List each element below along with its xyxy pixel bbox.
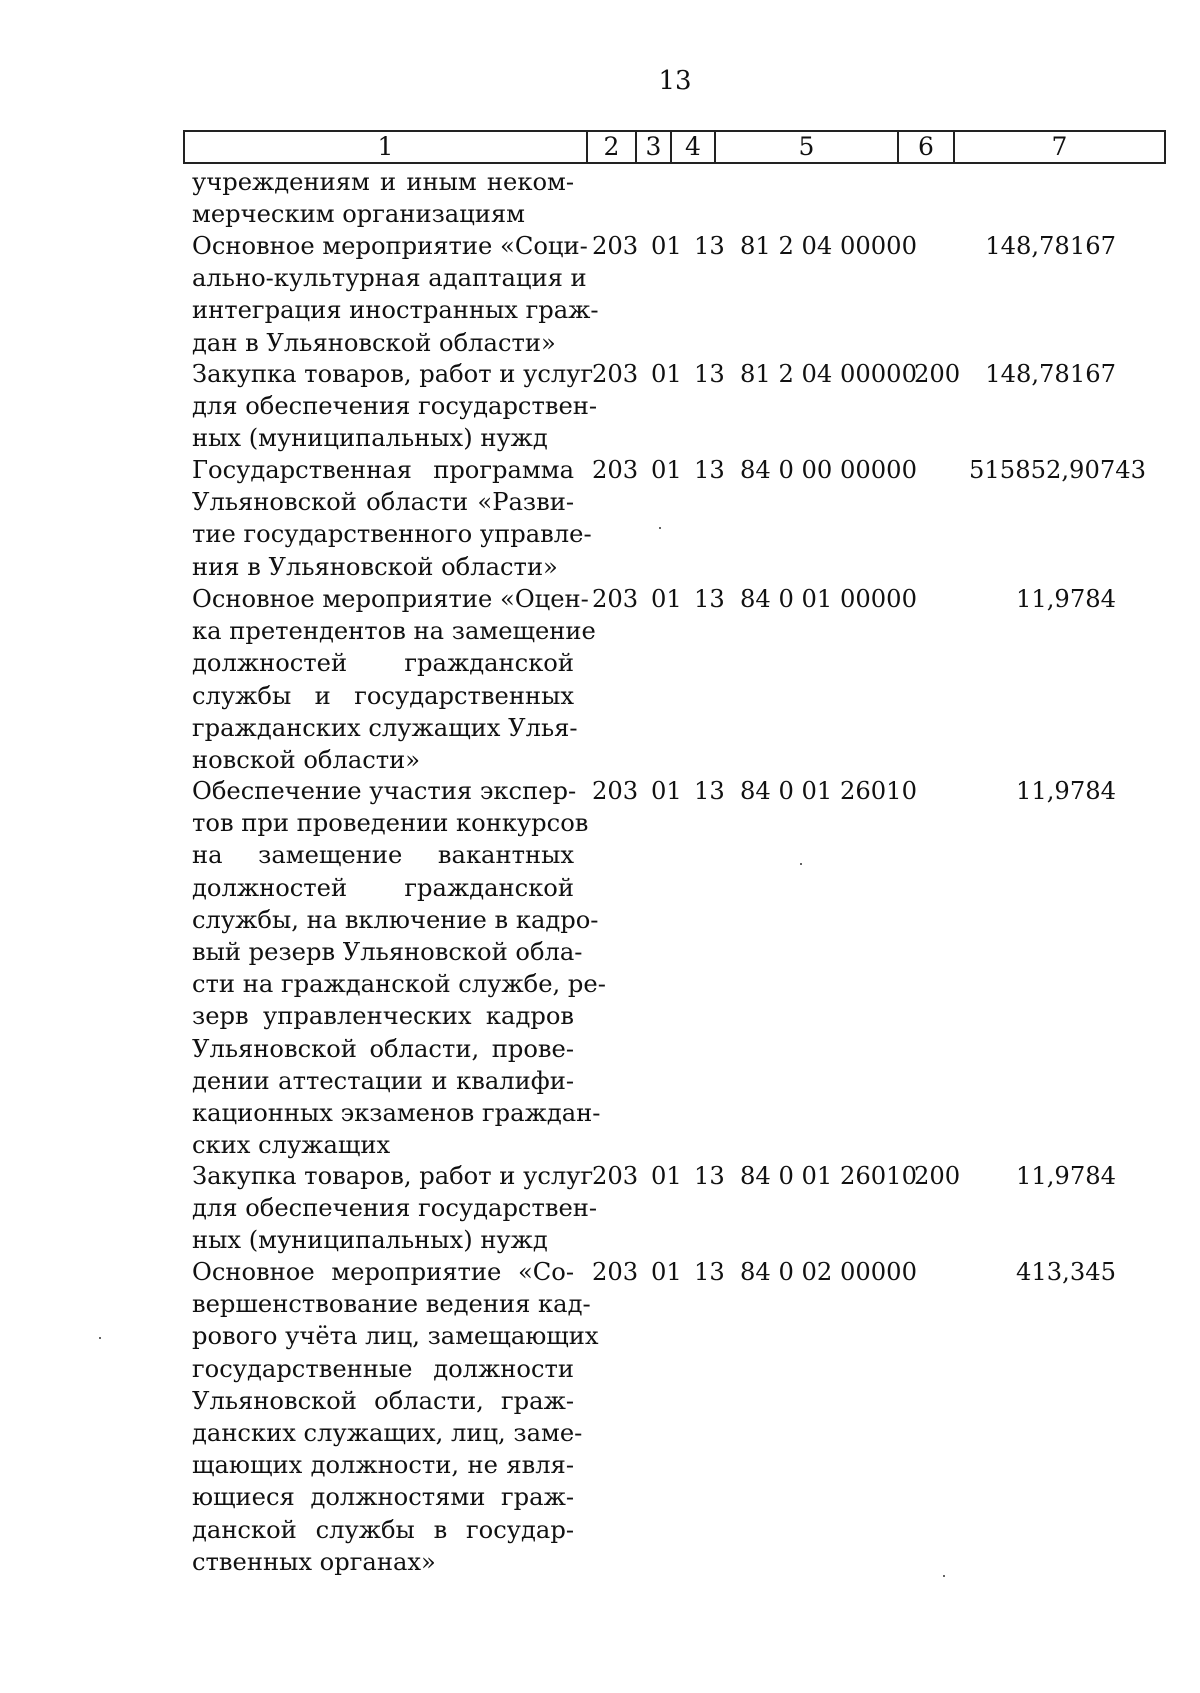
cs-code: 84 0 01 26010 xyxy=(740,1162,917,1190)
row-description xyxy=(192,583,596,776)
scan-speck xyxy=(659,527,661,529)
rz-code: 01 xyxy=(651,456,682,484)
description-line: мерческим организациям xyxy=(192,200,525,229)
description-line: новской области» xyxy=(192,746,421,775)
sum-value: 515852,90743 xyxy=(969,456,1146,484)
page-number: 13 xyxy=(658,66,692,96)
description-line: Ульяновской области, граж- xyxy=(192,1386,574,1415)
description-line: Государственная программа xyxy=(192,456,574,484)
description-line: учреждениям и иным неком- xyxy=(192,168,574,196)
description-line: кационных экзаменов граждан- xyxy=(192,1099,601,1128)
sum-value: 148,78167 xyxy=(985,360,1116,388)
rz-code: 01 xyxy=(651,360,682,388)
header-col-6: 6 xyxy=(899,132,955,162)
description-line: сти на гражданской службе, ре- xyxy=(192,970,606,999)
header-col-7: 7 xyxy=(1051,132,1068,161)
description-line: службы, на включение в кадро- xyxy=(192,905,599,934)
header-col-2: 2 xyxy=(588,132,637,162)
sum-value: 413,345 xyxy=(1015,1258,1116,1286)
header-col-3: 3 xyxy=(637,132,672,162)
description-line: данской службы в государ- xyxy=(192,1515,574,1544)
description-line: рового учёта лиц, замещающих xyxy=(192,1322,599,1351)
scan-speck xyxy=(943,1575,945,1577)
description-line: тов при проведении конкурсов xyxy=(192,809,589,838)
gr-code: 203 xyxy=(592,232,639,260)
description-line: Закупка товаров, работ и услуг xyxy=(192,360,594,388)
pr-code: 13 xyxy=(694,1258,725,1286)
description-line: щающих должности, не явля- xyxy=(192,1451,574,1480)
description-line: Ульяновской области, прове- xyxy=(192,1034,574,1063)
row-description xyxy=(192,1256,599,1578)
sum-value: 11,9784 xyxy=(1015,777,1116,805)
description-line: на замещение вакантных xyxy=(192,841,574,870)
description-line: ных (муниципальных) нужд xyxy=(192,1226,548,1255)
sum-value: 148,78167 xyxy=(985,232,1116,260)
gr-code: 203 xyxy=(592,360,639,388)
description-line: данских служащих, лиц, заме- xyxy=(192,1419,583,1448)
description-line: вый резерв Ульяновской обла- xyxy=(192,938,583,967)
rz-code: 01 xyxy=(651,1162,682,1190)
description-line: Закупка товаров, работ и услуг xyxy=(192,1162,594,1190)
header-col-5: 5 xyxy=(716,132,899,162)
cs-code: 84 0 01 00000 xyxy=(740,585,917,613)
row-description xyxy=(192,775,606,1161)
description-line: Обеспечение участия экспер- xyxy=(192,777,577,805)
description-line: дан в Ульяновской области» xyxy=(192,328,556,357)
table-header xyxy=(183,130,1166,164)
header-col-4: 4 xyxy=(672,132,716,162)
description-line: вершенствование ведения кад- xyxy=(192,1290,591,1319)
cs-code: 81 2 04 00000 xyxy=(740,360,917,388)
gr-code: 203 xyxy=(592,456,639,484)
gr-code: 203 xyxy=(592,1162,639,1190)
pr-code: 13 xyxy=(694,1162,725,1190)
row-description xyxy=(192,358,598,455)
description-line: должностей гражданской xyxy=(192,649,574,678)
pr-code: 13 xyxy=(694,360,725,388)
header-col-1: 1 xyxy=(185,132,588,162)
sum-value: 11,9784 xyxy=(1015,1162,1116,1190)
description-line: ка претендентов на замещение xyxy=(192,617,596,646)
sum-value: 11,9784 xyxy=(1015,585,1116,613)
pr-code: 13 xyxy=(694,585,725,613)
description-line: для обеспечения государствен- xyxy=(192,392,598,421)
description-line: ющиеся должностями граж- xyxy=(192,1483,574,1512)
gr-code: 203 xyxy=(592,777,639,805)
pr-code: 13 xyxy=(694,456,725,484)
gr-code: 203 xyxy=(592,1258,639,1286)
description-line: гражданских служащих Улья- xyxy=(192,713,578,742)
description-line: службы и государственных xyxy=(192,681,574,710)
description-line: Основное мероприятие «Оцен- xyxy=(192,585,589,613)
description-line: ния в Ульяновской области» xyxy=(192,552,558,581)
description-line: Основное мероприятие «Соци- xyxy=(192,232,588,260)
description-line: ских служащих xyxy=(192,1131,391,1160)
pr-code: 13 xyxy=(694,777,725,805)
description-line: Основное мероприятие «Со- xyxy=(192,1258,574,1286)
description-line: ально-культурная адаптация и xyxy=(192,264,587,293)
description-line: дении аттестации и квалифи- xyxy=(192,1066,574,1095)
description-line: для обеспечения государствен- xyxy=(192,1194,598,1223)
pr-code: 13 xyxy=(694,232,725,260)
description-line: ных (муниципальных) нужд xyxy=(192,424,548,453)
description-line: интеграция иностранных граж- xyxy=(192,296,599,325)
vr-code: 200 xyxy=(914,360,961,388)
gr-code: 203 xyxy=(592,585,639,613)
description-line: государственные должности xyxy=(192,1354,574,1383)
cs-code: 84 0 00 00000 xyxy=(740,456,917,484)
cs-code: 81 2 04 00000 xyxy=(740,232,917,260)
cs-code: 84 0 02 00000 xyxy=(740,1258,917,1286)
cs-code: 84 0 01 26010 xyxy=(740,777,917,805)
row-description xyxy=(192,1160,598,1257)
vr-code: 200 xyxy=(914,1162,961,1190)
description-line: ственных органах» xyxy=(192,1547,436,1576)
description-line: должностей гражданской xyxy=(192,873,574,902)
rz-code: 01 xyxy=(651,585,682,613)
rz-code: 01 xyxy=(651,777,682,805)
row-description xyxy=(192,166,574,230)
row-description xyxy=(192,454,592,583)
description-line: тие государственного управле- xyxy=(192,520,592,549)
rz-code: 01 xyxy=(651,1258,682,1286)
row-description xyxy=(192,230,599,359)
description-line: Ульяновской области «Разви- xyxy=(192,488,574,517)
rz-code: 01 xyxy=(651,232,682,260)
scan-speck xyxy=(800,863,802,865)
description-line: зерв управленческих кадров xyxy=(192,1002,574,1031)
scan-speck xyxy=(99,1337,101,1339)
